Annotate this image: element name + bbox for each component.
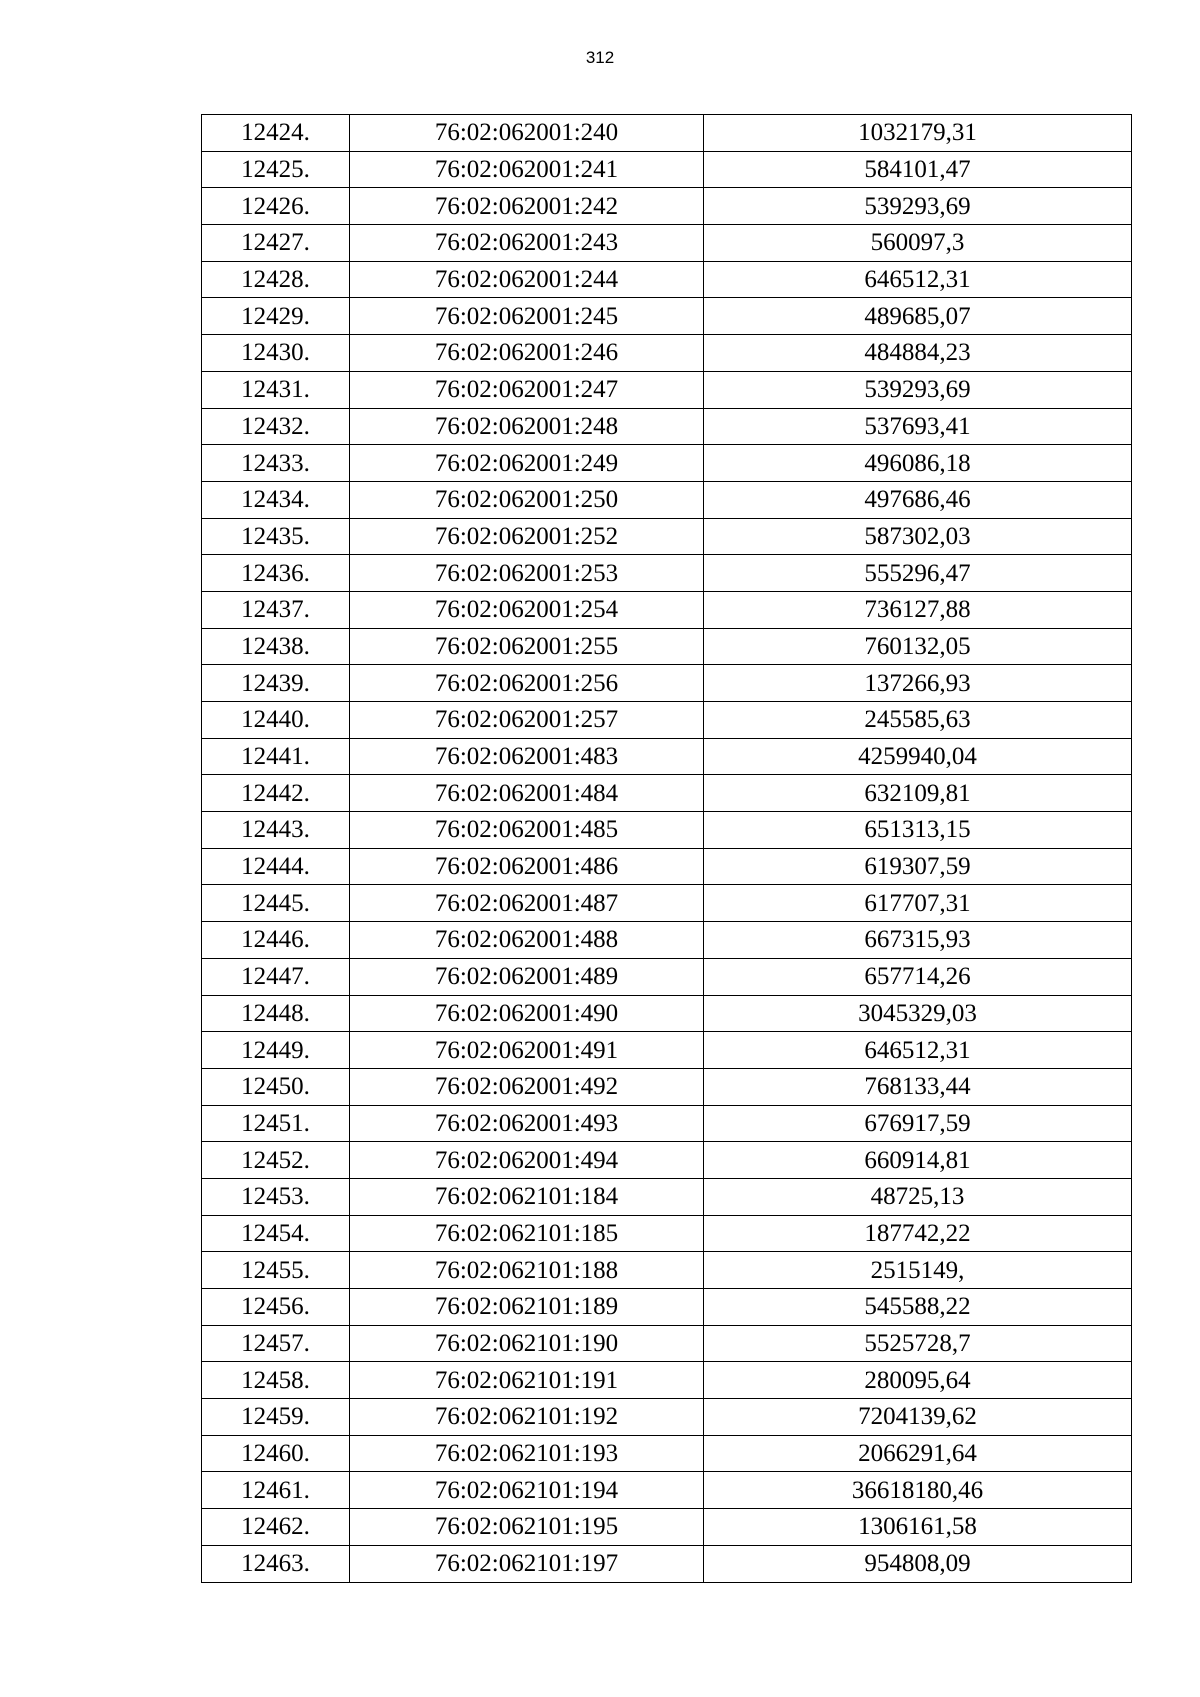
cadastral-number-cell: 76:02:062101:190 bbox=[350, 1325, 704, 1362]
cadastral-number-cell: 76:02:062101:197 bbox=[350, 1545, 704, 1582]
table-row bbox=[202, 151, 1132, 188]
cadastral-number-cell: 76:02:062101:194 bbox=[350, 1472, 704, 1509]
table-row bbox=[202, 408, 1132, 445]
table-row bbox=[202, 445, 1132, 482]
row-number-cell: 12435. bbox=[202, 518, 350, 555]
value-cell: 245585,63 bbox=[704, 702, 1132, 739]
table-row bbox=[202, 702, 1132, 739]
value-cell: 619307,59 bbox=[704, 848, 1132, 885]
row-number-cell: 12460. bbox=[202, 1435, 350, 1472]
table-row bbox=[202, 1435, 1132, 1472]
cadastral-number-cell: 76:02:062101:185 bbox=[350, 1215, 704, 1252]
value-cell: 646512,31 bbox=[704, 261, 1132, 298]
cadastral-number-cell: 76:02:062001:252 bbox=[350, 518, 704, 555]
value-cell: 3045329,03 bbox=[704, 995, 1132, 1032]
table-row bbox=[202, 775, 1132, 812]
row-number-cell: 12441. bbox=[202, 738, 350, 775]
cadastral-number-cell: 76:02:062101:193 bbox=[350, 1435, 704, 1472]
row-number-cell: 12459. bbox=[202, 1399, 350, 1436]
table-row bbox=[202, 1399, 1132, 1436]
table-body bbox=[202, 115, 1132, 1583]
row-number-cell: 12446. bbox=[202, 922, 350, 959]
cadastral-number-cell: 76:02:062001:249 bbox=[350, 445, 704, 482]
value-cell: 555296,47 bbox=[704, 555, 1132, 592]
table-row bbox=[202, 371, 1132, 408]
value-cell: 1306161,58 bbox=[704, 1509, 1132, 1546]
row-number-cell: 12439. bbox=[202, 665, 350, 702]
cadastral-number-cell: 76:02:062001:256 bbox=[350, 665, 704, 702]
table-row bbox=[202, 1289, 1132, 1326]
cadastral-number-cell: 76:02:062001:248 bbox=[350, 408, 704, 445]
table-row bbox=[202, 812, 1132, 849]
cadastral-number-cell: 76:02:062101:195 bbox=[350, 1509, 704, 1546]
cadastral-number-cell: 76:02:062001:244 bbox=[350, 261, 704, 298]
cadastral-number-cell: 76:02:062001:487 bbox=[350, 885, 704, 922]
cadastral-number-cell: 76:02:062101:191 bbox=[350, 1362, 704, 1399]
row-number-cell: 12463. bbox=[202, 1545, 350, 1582]
cadastral-number-cell: 76:02:062101:192 bbox=[350, 1399, 704, 1436]
table-row bbox=[202, 1178, 1132, 1215]
value-cell: 676917,59 bbox=[704, 1105, 1132, 1142]
value-cell: 768133,44 bbox=[704, 1068, 1132, 1105]
table-row bbox=[202, 1545, 1132, 1582]
row-number-cell: 12451. bbox=[202, 1105, 350, 1142]
cadastral-number-cell: 76:02:062001:243 bbox=[350, 225, 704, 262]
table-row bbox=[202, 665, 1132, 702]
table-row bbox=[202, 1509, 1132, 1546]
value-cell: 584101,47 bbox=[704, 151, 1132, 188]
value-cell: 545588,22 bbox=[704, 1289, 1132, 1326]
value-cell: 736127,88 bbox=[704, 591, 1132, 628]
row-number-cell: 12458. bbox=[202, 1362, 350, 1399]
cadastral-number-cell: 76:02:062001:242 bbox=[350, 188, 704, 225]
cadastral-number-cell: 76:02:062001:241 bbox=[350, 151, 704, 188]
cadastral-number-cell: 76:02:062001:483 bbox=[350, 738, 704, 775]
table-row bbox=[202, 1252, 1132, 1289]
value-cell: 2066291,64 bbox=[704, 1435, 1132, 1472]
row-number-cell: 12432. bbox=[202, 408, 350, 445]
row-number-cell: 12431. bbox=[202, 371, 350, 408]
table-row bbox=[202, 1325, 1132, 1362]
row-number-cell: 12452. bbox=[202, 1142, 350, 1179]
table-row bbox=[202, 628, 1132, 665]
table-row bbox=[202, 848, 1132, 885]
value-cell: 617707,31 bbox=[704, 885, 1132, 922]
table-row bbox=[202, 261, 1132, 298]
value-cell: 539293,69 bbox=[704, 371, 1132, 408]
table-row bbox=[202, 1142, 1132, 1179]
table-row bbox=[202, 188, 1132, 225]
cadastral-number-cell: 76:02:062001:492 bbox=[350, 1068, 704, 1105]
row-number-cell: 12429. bbox=[202, 298, 350, 335]
value-cell: 537693,41 bbox=[704, 408, 1132, 445]
cadastral-number-cell: 76:02:062101:188 bbox=[350, 1252, 704, 1289]
table-row bbox=[202, 1068, 1132, 1105]
value-cell: 760132,05 bbox=[704, 628, 1132, 665]
cadastral-number-cell: 76:02:062001:484 bbox=[350, 775, 704, 812]
row-number-cell: 12434. bbox=[202, 481, 350, 518]
cadastral-number-cell: 76:02:062001:257 bbox=[350, 702, 704, 739]
row-number-cell: 12426. bbox=[202, 188, 350, 225]
cadastral-number-cell: 76:02:062001:485 bbox=[350, 812, 704, 849]
value-cell: 651313,15 bbox=[704, 812, 1132, 849]
row-number-cell: 12443. bbox=[202, 812, 350, 849]
cadastral-number-cell: 76:02:062001:240 bbox=[350, 115, 704, 152]
row-number-cell: 12433. bbox=[202, 445, 350, 482]
cadastral-number-cell: 76:02:062001:490 bbox=[350, 995, 704, 1032]
row-number-cell: 12456. bbox=[202, 1289, 350, 1326]
row-number-cell: 12427. bbox=[202, 225, 350, 262]
cadastral-number-cell: 76:02:062001:250 bbox=[350, 481, 704, 518]
cadastral-number-cell: 76:02:062001:247 bbox=[350, 371, 704, 408]
table-row bbox=[202, 922, 1132, 959]
row-number-cell: 12453. bbox=[202, 1178, 350, 1215]
cadastral-number-cell: 76:02:062001:254 bbox=[350, 591, 704, 628]
row-number-cell: 12450. bbox=[202, 1068, 350, 1105]
table-row bbox=[202, 885, 1132, 922]
row-number-cell: 12449. bbox=[202, 1032, 350, 1069]
table-row bbox=[202, 995, 1132, 1032]
row-number-cell: 12425. bbox=[202, 151, 350, 188]
value-cell: 667315,93 bbox=[704, 922, 1132, 959]
table-row bbox=[202, 298, 1132, 335]
table-row bbox=[202, 1215, 1132, 1252]
cadastral-number-cell: 76:02:062001:253 bbox=[350, 555, 704, 592]
row-number-cell: 12428. bbox=[202, 261, 350, 298]
value-cell: 280095,64 bbox=[704, 1362, 1132, 1399]
table-row bbox=[202, 738, 1132, 775]
value-cell: 5525728,7 bbox=[704, 1325, 1132, 1362]
table-row bbox=[202, 225, 1132, 262]
cadastral-number-cell: 76:02:062001:246 bbox=[350, 335, 704, 372]
value-cell: 2515149, bbox=[704, 1252, 1132, 1289]
value-cell: 484884,23 bbox=[704, 335, 1132, 372]
row-number-cell: 12430. bbox=[202, 335, 350, 372]
page-number: 312 bbox=[585, 48, 615, 67]
value-cell: 660914,81 bbox=[704, 1142, 1132, 1179]
row-number-cell: 12461. bbox=[202, 1472, 350, 1509]
value-cell: 646512,31 bbox=[704, 1032, 1132, 1069]
value-cell: 4259940,04 bbox=[704, 738, 1132, 775]
row-number-cell: 12438. bbox=[202, 628, 350, 665]
table-row bbox=[202, 1032, 1132, 1069]
row-number-cell: 12436. bbox=[202, 555, 350, 592]
value-cell: 657714,26 bbox=[704, 958, 1132, 995]
row-number-cell: 12445. bbox=[202, 885, 350, 922]
cadastral-number-cell: 76:02:062001:491 bbox=[350, 1032, 704, 1069]
value-cell: 954808,09 bbox=[704, 1545, 1132, 1582]
table-row bbox=[202, 481, 1132, 518]
table-row bbox=[202, 518, 1132, 555]
row-number-cell: 12457. bbox=[202, 1325, 350, 1362]
row-number-cell: 12447. bbox=[202, 958, 350, 995]
value-cell: 632109,81 bbox=[704, 775, 1132, 812]
table-row bbox=[202, 335, 1132, 372]
value-cell: 489685,07 bbox=[704, 298, 1132, 335]
value-cell: 48725,13 bbox=[704, 1178, 1132, 1215]
cadastral-number-cell: 76:02:062001:493 bbox=[350, 1105, 704, 1142]
cadastral-number-cell: 76:02:062001:494 bbox=[350, 1142, 704, 1179]
cadastral-number-cell: 76:02:062101:189 bbox=[350, 1289, 704, 1326]
row-number-cell: 12448. bbox=[202, 995, 350, 1032]
value-cell: 496086,18 bbox=[704, 445, 1132, 482]
row-number-cell: 12455. bbox=[202, 1252, 350, 1289]
row-number-cell: 12440. bbox=[202, 702, 350, 739]
row-number-cell: 12444. bbox=[202, 848, 350, 885]
value-cell: 187742,22 bbox=[704, 1215, 1132, 1252]
cadastral-number-cell: 76:02:062001:245 bbox=[350, 298, 704, 335]
value-cell: 36618180,46 bbox=[704, 1472, 1132, 1509]
table-row bbox=[202, 555, 1132, 592]
value-cell: 560097,3 bbox=[704, 225, 1132, 262]
cadastral-number-cell: 76:02:062001:489 bbox=[350, 958, 704, 995]
value-cell: 497686,46 bbox=[704, 481, 1132, 518]
table-row bbox=[202, 958, 1132, 995]
registry-table bbox=[201, 114, 1132, 1583]
value-cell: 7204139,62 bbox=[704, 1399, 1132, 1436]
cadastral-number-cell: 76:02:062001:255 bbox=[350, 628, 704, 665]
cadastral-number-cell: 76:02:062001:486 bbox=[350, 848, 704, 885]
cadastral-number-cell: 76:02:062101:184 bbox=[350, 1178, 704, 1215]
table-row bbox=[202, 1472, 1132, 1509]
table-row bbox=[202, 1362, 1132, 1399]
value-cell: 1032179,31 bbox=[704, 115, 1132, 152]
row-number-cell: 12454. bbox=[202, 1215, 350, 1252]
row-number-cell: 12462. bbox=[202, 1509, 350, 1546]
value-cell: 137266,93 bbox=[704, 665, 1132, 702]
table-row bbox=[202, 591, 1132, 628]
table-row bbox=[202, 1105, 1132, 1142]
cadastral-number-cell: 76:02:062001:488 bbox=[350, 922, 704, 959]
row-number-cell: 12442. bbox=[202, 775, 350, 812]
value-cell: 539293,69 bbox=[704, 188, 1132, 225]
row-number-cell: 12424. bbox=[202, 115, 350, 152]
row-number-cell: 12437. bbox=[202, 591, 350, 628]
value-cell: 587302,03 bbox=[704, 518, 1132, 555]
table-row bbox=[202, 115, 1132, 152]
